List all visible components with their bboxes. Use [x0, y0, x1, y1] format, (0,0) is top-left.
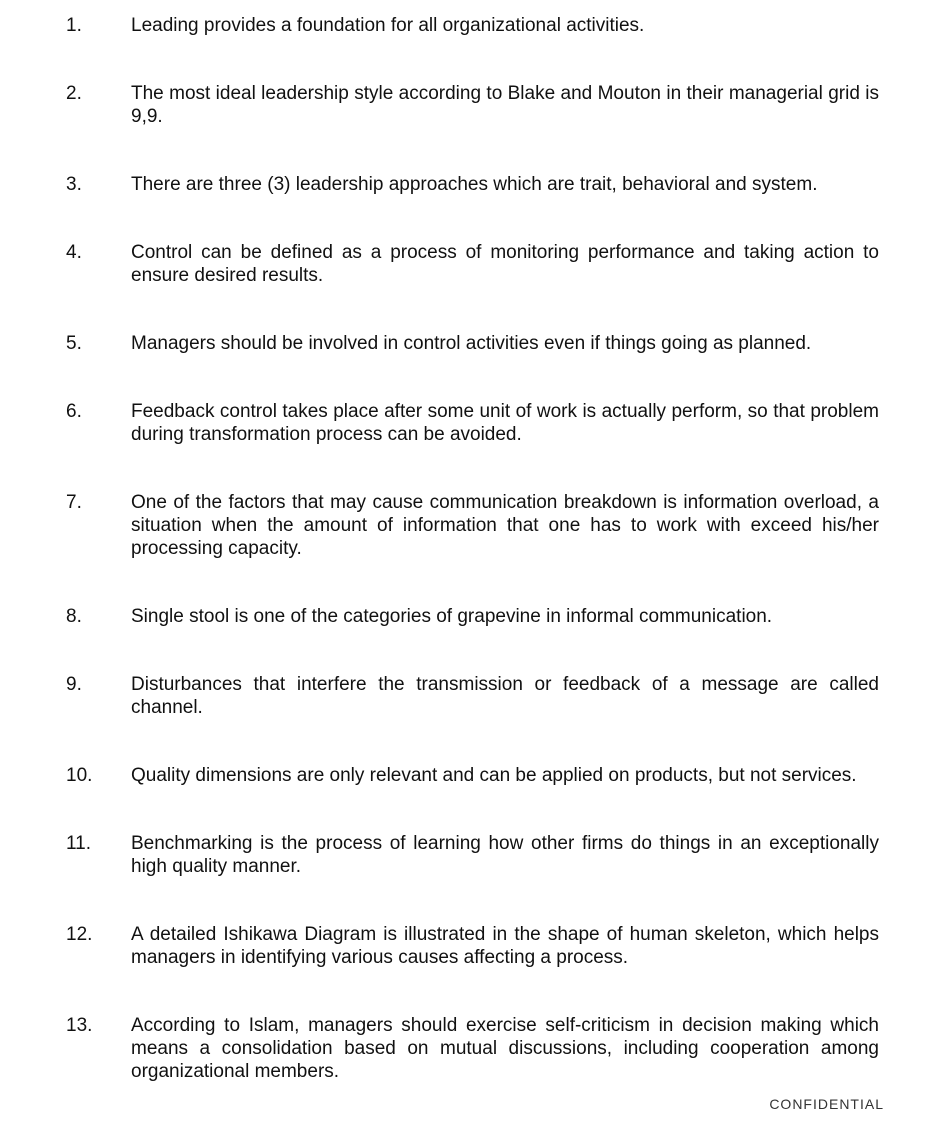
confidential-footer: CONFIDENTIAL: [769, 1096, 884, 1112]
question-number: 8.: [66, 606, 82, 627]
question-number: 7.: [66, 492, 82, 513]
list-item: [0, 605, 930, 628]
question-number: 6.: [66, 401, 82, 422]
question-text: Single stool is one of the categories of grapevine in informal communication.: [131, 606, 773, 627]
question-text: Disturbances that interfere the transmission or feedback of a message are called channel.: [131, 674, 879, 718]
list-item: [0, 82, 930, 128]
question-list: [0, 14, 930, 1128]
question-number: 10.: [66, 765, 93, 786]
question-number: 4.: [66, 242, 82, 263]
question-text: A detailed Ishikawa Diagram is illustrated in the shape of human skeleton, which helps managers in identifying various causes affecting a process.: [131, 924, 879, 968]
question-number: 11.: [66, 833, 92, 854]
list-item: [0, 923, 930, 969]
list-item: [0, 764, 930, 787]
question-number: 1.: [66, 15, 82, 36]
question-text: One of the factors that may cause communication breakdown is information overload, a situation when the amount of information that one has to work with exceed his/her processing capacity.: [131, 492, 879, 559]
question-number: 12.: [66, 924, 93, 945]
list-item: [0, 241, 930, 287]
question-text: Benchmarking is the process of learning how other firms do things in an exceptionally high quality manner.: [131, 833, 879, 877]
question-number: 3.: [66, 174, 82, 195]
list-item: [0, 491, 930, 560]
list-item: [0, 173, 930, 196]
question-number: 5.: [66, 333, 82, 354]
question-text: Managers should be involved in control activities even if things going as planned.: [131, 333, 812, 354]
list-item: [0, 14, 930, 37]
list-item: [0, 832, 930, 878]
question-text: Feedback control takes place after some unit of work is actually perform, so that problem during transformation process can be avoided.: [131, 401, 879, 445]
question-text: Leading provides a foundation for all organizational activities.: [131, 15, 645, 36]
list-item: [0, 1014, 930, 1083]
list-item: [0, 332, 930, 355]
question-text: Control can be defined as a process of monitoring performance and taking action to ensure desired results.: [131, 242, 879, 286]
list-item: [0, 400, 930, 446]
question-number: 13.: [66, 1015, 93, 1036]
question-text: Quality dimensions are only relevant and can be applied on products, but not services.: [131, 765, 857, 786]
question-number: 2.: [66, 83, 82, 104]
question-text: According to Islam, managers should exercise self-criticism in decision making which means a consolidation based on mutual discussions, including cooperation among organizational members.: [131, 1015, 879, 1082]
question-text: There are three (3) leadership approaches which are trait, behavioral and system.: [131, 174, 818, 195]
question-number: 9.: [66, 674, 82, 695]
question-text: The most ideal leadership style according to Blake and Mouton in their managerial grid is 9,9.: [131, 83, 879, 127]
list-item: [0, 673, 930, 719]
